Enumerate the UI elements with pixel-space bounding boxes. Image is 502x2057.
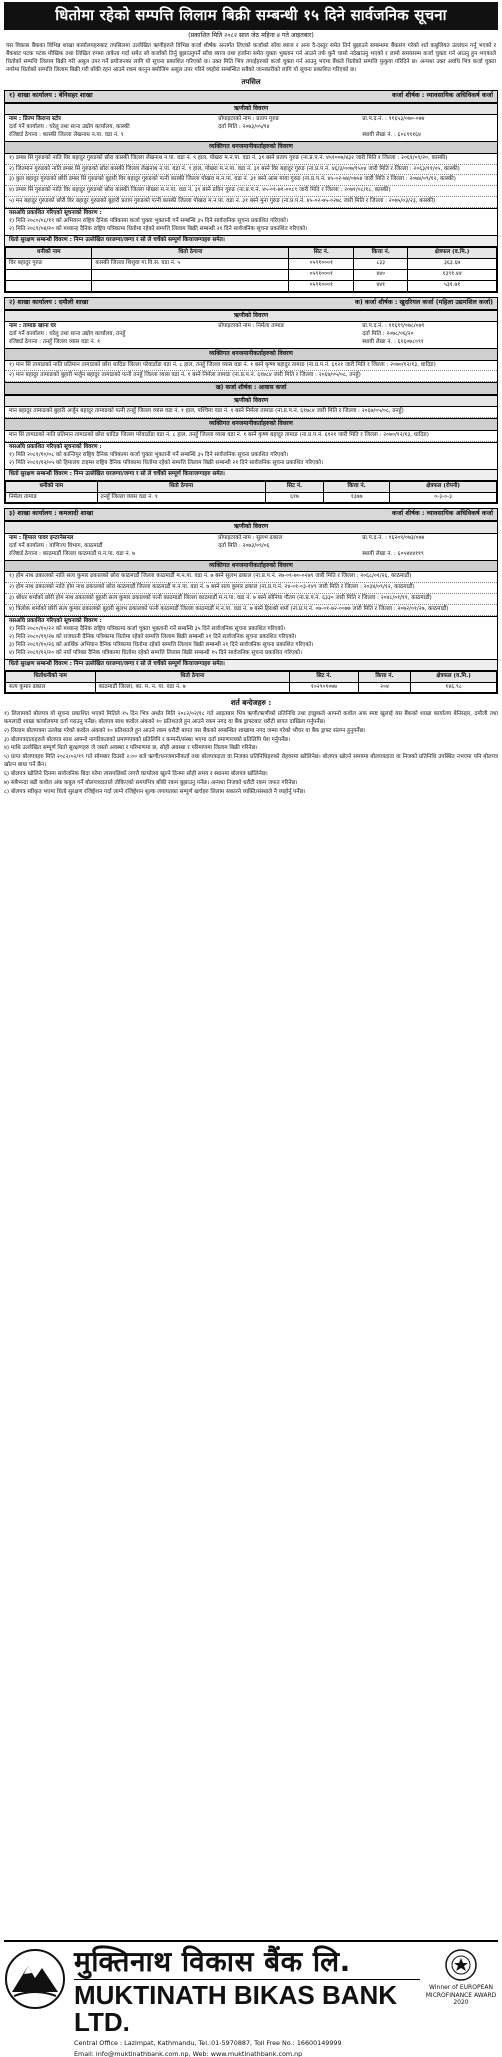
branch-header [5,509,497,521]
collateral-cell [6,280,92,291]
collateral-cell: सत्य कुमार ढकाल [6,682,96,693]
extra-loan-title: ख) कर्जा शीर्षक : आवास कर्जा [5,382,497,395]
loan-title: कर्जा शीर्षक : व्यावसायिक अधिविकर्ष कर्जा [391,510,493,518]
guarantor-heading: व्यक्तिगत धनजमानीकर्ताहरुको विवरण [5,560,497,573]
prior-notice-item: ४) मिति २०८१/१२/२० को नयाँ पत्रिका दैनिक पत्रिकामा धितोमा रहेको सम्पत्ति लिलाम बिक्री सम्बन्धी १५ दिने सार्वजनिक सूचना प्रकाशित गरिएको। [9,649,303,656]
borrower-field: रजिष्टर्ड ठेगाना : कास्की जिल्ला लेखनाथ न.पा. वडा नं. ९ [9,132,124,139]
collateral-column-header: धितोधनीको नाम [6,671,96,682]
collateral-cell: ०५९१०००१ [289,258,354,269]
borrower-field: प्रा.प.द.नं. : ११६९९/०७८/०७९ [362,323,425,330]
collateral-cell: ८३३ [354,258,408,269]
prior-notices-heading: यसअघि प्रकाशित गरिएको सूचनाको विवरण : [9,617,102,624]
guarantor-item: १) होम नाथ ढकालको नाति सत्य कुमार ढकालको छोरा काठमाडौं जिल्ला काठमाडौं म.न.पा. वडा नं. ७ बस्ने सुलभ ढकाल (ना.प्र.प.नं. २७-०१-७०-०२७९ जारी मिति र जिल्ला : २०६८/०१/२६, काठमाडौं) [5,572,497,583]
borrower-field [362,124,493,132]
borrower-field: नाम : तामाङ खाना घर [9,323,57,330]
collateral-cell: काठमाडौं जिल्ला, का. म. न. पा. वडा नं. ७ [95,682,289,693]
borrower-field: दर्ता गर्ने कार्यालय : घरेलु तथा साना उद्योग कार्यालय, तनहुँ [9,331,126,338]
prior-notice-item: ३) मिति २०८१/१०/२६ को आर्थिक अभियान दैनिक पत्रिकामा धितोमा रहेको सम्पत्ति लिलाम बिक्री सम्बन्धी २१ दिने सार्वजनिक सूचना प्रकाशित गरिएको। [9,641,314,648]
collateral-column-header: क्षेत्रफल (व.मि.) [408,248,497,259]
borrower-heading: ऋणीको विवरण [5,103,497,116]
collateral-column-header: कित्ता नं. [324,481,390,492]
award-badge [424,1948,498,2007]
collateral-cell: ५३१.७१ [408,280,497,291]
loan-title: कर्जा शीर्षक : व्यावसायिक अधिविकर्ष कर्जा [391,91,493,99]
bank-name-nepali: मुक्तिनाथ विकास बैंक लि. [74,1945,351,1978]
guarantor-heading: व्यक्तिगत धनजमानीकर्ताहरुको विवरण [5,141,497,154]
guarantor-item: २) होम नाथ ढकालको नाति होम नाथ ढकालको छोरा काठमाडौं जिल्ला काठमाडौं म.न.पा. वडा नं. ७ बस्ने सत्य कुमार ढकाल (ना.प्र.प.नं. २४-०१-०३-१४९ जारी मिति र जिल्ला : २०३४/०९/१२, काठमाडौं) [5,583,497,594]
branch-header [5,298,497,310]
borrower-heading: ऋणीको विवरण [5,521,497,534]
collateral-cell: ०५९१०००१ [289,280,354,291]
prior-notice-item: १) मिति २०८०/०८/१९ को अभियान राष्ट्रिय दैनिक पत्रिकामा कर्जा चुक्ता भुक्तानी गर्ने सम्बन्धि ३५ दिने सार्वजनिक सूचना प्रकाशित गरिएको। [9,218,289,225]
branch-office: २) शाखा कार्यालय : दमौली शाखा [9,298,89,306]
intro-paragraph: यस विकास बैंकका विभिन्न शाखा कार्यालयहरुबाट तपसिलमा उल्लेखित ऋणीहरुले विभिन्न कर्जा शीर्षक अन्तर्गत लिएको कर्जाको साँवा ब्याज र अन्य दै-दस्तुर समेत तिर्न बुझाउने सम्बन्धमा बैंकसंग गरेको शर्त कबुलियत उल्लंघन गर्नु भएको र बैंकबाट पटक पटक मौखिक तथा लिखित रुपमा ताकेता गर्दा समेत सो कर्जाको तिर्नु बुझाउनुपर्ने साँवा ब्याज तथा हर्जाना समेत चुक्ता भुक्तान गर्न आउने तर्फ कुनै चासो नदेखाउनु भएको र लामो समयसम्म कर्जा चुक्ता गर्न आउनु हुन भएकाले धितोको सम्पत्ति लिलाम बिक्री गरी असुल उपर गर्ने प्रयोजनका लागि यो सूचना प्रकाशित गरिएको छ। उक्त मिति भित्र तपाईहरुको कर्जा चुक्ता गर्न आउनु भएमा बैंकले धितोको सम्पत्ति फुकुवा गरिदिने छ। अन्यथा उक्त अवधि भित्र कर्जा चुक्ता नगरेमा धितोको सम्पत्ति लिलाम बिक्री गरी बाँकी रहन आउने रकम कानुन बमोजिम असुल उपर गरिने व्यहोरा सम्बन्धित सबैको जानकारीको लागि यो सूचना प्रकाशित गरिएको छ। [6,43,496,73]
collateral-cell: १३९१.४४ [408,269,497,280]
term-text: ६) बोलपत्र खोलिने दिनमा सार्वजनिक बिदा परेमा त्यसपछिको लगत्तै कार्यालय खुल्ने दिनमा सोही समय र स्थानमा बोलपत्र खोलिनेछ। [4,771,268,778]
schedule-heading: तपसिल [241,77,261,86]
collateral-cell: विर बहादुर गुरुङ [6,258,92,269]
bank-address: Central Office : Lazimpat, Kathmandu, Tel.:01-5970887, Toll Free No.: 16600149999 [74,2038,342,2047]
branch-box [4,508,498,694]
bank-contact: Email: info@muktinathbank.com.np, Web: www.muktinathbank.com.np [74,2049,303,2057]
collateral-column-header: धितो ठेगाना [97,481,265,492]
prior-notice-item: २) मिति २०८१/१२/०५ को हिमालय टाइम्स राष्ट्रिय दैनिक पत्रिकामा धितोमा रहेको सम्पत्ति लिलाम बिक्री सम्बन्धी २१ दिने सार्वजनिक सूचना प्रकाशित गरिएको। [9,459,324,466]
guarantor-item: १) डम्बर सिं गुरुङको नाति विर बहादुर गुरुङको छोरा कास्की जिल्ला लेखनाथ न.पा. वडा नं. ९ हाल, पोखरा म.न.पा. वडा नं. ३१ बस्ने प्रताप गुरुङ (ना.प्र.प.नं. ४५१००७/४३२ जारी मिति र जिल्ला : २०६१/०९/२०, कास्की) [5,154,497,165]
branch-box [4,297,498,505]
borrower-field [218,132,362,140]
collateral-heading: धितो सुरक्षण सम्बन्धी विवरण : निम्न उल्लेखित घरजग्गा/जग्गा र सो ले चर्चेको सम्पूर्ण कित्ताजग्गाहरु समेत। [5,236,497,247]
collateral-heading: धितो सुरक्षण सम्बन्धी विवरण : निम्न उल्लेखित घरजग्गा/जग्गा र सो ले चर्चेको सम्पूर्ण कित्ताजग्गाहरु समेत। [5,470,497,481]
collateral-header-row [6,481,497,492]
prior-notices [5,616,497,660]
collateral-cell: ०५९१०००१ [289,269,354,280]
term-text: ३) बोलपत्रदाताहरुले बोलपत्र साथ आफ्नो नागरिकताको प्रमाणपत्रको प्रतिलिपि र कम्पनी/संस्था भएमा दर्ता प्रमाणपत्रको प्रतिलिपि पेश गर्नुपर्नेछ। [4,736,291,743]
collateral-cell: १३७७ [324,492,390,503]
collateral-header-row [6,671,497,682]
collateral-row [6,492,497,503]
collateral-cell: ४४० [354,269,408,280]
guarantor-item: २) जितमान गुरुङको नाति डम्बर सिं गुरुङको छोरा कास्की जिल्ला लेखनाथ न.पा. वडा नं. ९ हाल, पोखरा म.न.पा. वडा नं. ३१ बस्ने विर बहादुर गुरुङ (ना.प्र.प.नं. ४६/३/००७/१५०४ जारी मिति र जिल्ला : २०६३/११/०५, कास्की) [5,165,497,176]
collateral-cell: तनहुँ जिल्ला व्यास वडा नं. १ [97,492,265,503]
collateral-column-header: धितो ठेगाना [95,671,289,682]
guarantor-item: ४) त्रिलोक शर्माको छोरी सत्य कुमार ढकालको बुहारी सुलभ ढकालको पत्नी काठमाडौं जिल्ला काठमाडौं म.न.पा. वडा नं. ७ बस्ने हिराश्री शर्मा (ना.प्र.प.नं. ०७-०१-७२-००७७ जारी मिति र जिल्ला : २०७२/०१/२७, काठमाडौं) [5,605,497,616]
borrower-field: प्रोपाइटरको नाम : सुलभ ढकाल [218,534,283,541]
award-icon [444,1948,478,1982]
guarantor-item: २) मान बहादुर तामाङको बुहारी भर्जुन बहादुर तामाङको पत्नी तनहुँ जिल्ला व्यास वडा नं. १ बस्ने निर्मला तामाङ (ना.प्र.प.नं. ६१७८४ जारी मिति र जिल्ला : २०६७/०५/०८, तनहुँ) [5,371,497,382]
guarantor-item: ५) मन बहादुर गुरुङको छोरी विर बहादुर गुरुङको बुहारी प्रताप गुरुङको पत्नी कास्की जिल्ला पोखरा म.न.पा. वडा नं. ३१ बस्ने मुना गुरुङ (ना.प्र.प.नं. ४५-०२-७५-०२७८ जारी मिति र जिल्ला : २०७५/०३/२३, कास्की) [5,197,497,208]
borrower-field [218,331,362,339]
term-item [4,745,498,753]
collateral-cell [6,269,92,280]
borrower-field: दर्ता गर्ने कार्यालय : घरेलु तथा साना उद्योग कार्यालय, कास्की [9,124,130,131]
collateral-row [6,280,497,291]
borrower-field: स्थायी लेखा नं. : ६०८९९१६४ [362,132,421,139]
borrower-details [5,322,497,348]
collateral-cell: निर्मला तामाङ [6,492,98,503]
bank-logo-icon [4,1948,66,2010]
borrower-field: दर्ता मिति : २०७३/०५/१४ [218,124,270,131]
prior-notices-heading: यसअघि प्रकाशित गरिएको सूचनाको विवरण : [9,443,102,450]
prior-notices [5,442,497,470]
branch-box [4,90,498,293]
term-item [4,737,498,745]
collateral-column-header: कित्ता नं. [358,671,410,682]
prior-notice-item: १) मिति २०८०/१०/२२ को मध्यान्ह दैनिक राष्ट्रिय पत्रिकामा कर्जा चुक्ता भुक्तानी गर्ने सम्बन्धि ३५ दिने सार्वजनिक सूचना प्रकाशित गरिएको। [9,625,286,632]
collateral-row [6,682,497,693]
term-text: ८) बोलपत्र स्वीकृत भएमा धितो सुरक्षण रजिष्ट्रेशन गर्दा लाग्ने रजिष्ट्रेशन शुल्क लगायतका सम्पूर्ण खर्चहरु लिलाम सकारने व्यक्ति/संस्थाले नै व्यहोर्नु पर्नेछ। [4,789,306,796]
term-text: ४) माथि उल्लेखित सम्पूर्ण धितो सुरक्षणहरु जे जस्तो अवस्था र परिमाणमा छ, सोही अवस्था र परिमाणमा लिलाम बिक्री गरिनेछ। [4,745,258,752]
borrower-field: रजिष्टर्ड ठेगाना : तनहुँ जिल्ला व्यास वडा नं. १ [9,339,101,346]
borrower-field: नाम : हिमाल पावर इन्टरनेसनल [9,534,74,541]
collateral-column-header: क्षेत्रफल (रोपनी) [390,481,497,492]
collateral-column-header: सिट नं. [289,248,354,259]
prior-notice-item: १) मिति २०८१/१०/०८ को कान्तिपुर राष्ट्रिय दैनिक पत्रिकामा कर्जा चुक्ता भुक्तानी गर्ने सम्बन्धि ३५ दिने सार्वजनिक सूचना प्रकाशित गरिएको। [9,451,289,458]
collateral-table [5,671,497,694]
borrower-field: प्रा.प.द.नं. : १६२०९/०७३/०७४ [362,534,425,541]
extra-borrower-text: मान बहादुर तामाङको बुहारी अर्जुन बहादुर तामाङको पत्नी तनहुँ जिल्ला व्यास वडा नं. १ हाल, पश्चिमा वडा नं. १ बस्ने निर्मला तामाङ (ना.प्र.प.नं. ६१७८४ जारी मिति र जिल्ला : २०६७/०५/०८, तनहुँ) [5,407,497,418]
loan-title: क) कर्जा शीर्षक : खुदरियल कर्जा (महिला उद्यमशिल कर्जा) [355,298,493,306]
borrower-details [5,115,497,141]
borrower-field: प्रोपाइटरको नाम : प्रताप गुरुङ [218,116,280,123]
collateral-column-header: क्षेत्रफल (व.मि.) [411,671,497,682]
collateral-column-header: सिट नं. [265,481,323,492]
borrower-field: रजिष्टर्ड ठेगाना : काठमाडौं जिल्ला काठमाडौं म.न.पा. वडा नं. ७ [9,550,136,557]
collateral-column-header: सिट नं. [290,671,359,682]
guarantor-heading: व्यक्तिगत धनजमानीकर्ताहरुको विवरण [5,348,497,361]
collateral-cell: २०४ [358,682,410,693]
term-text: २) लिलाम बोलपत्रमा उल्लेख गरेको कवोल अंकको १० प्रतिशतले हुन आउने रकम धरौटी बापत यस बैंकको सम्बन्धित शाखामा नगद जम्मा गरेको भौचर वा बैंक ड्राफ्ट संलग्न हुनुपर्नेछ। [4,727,366,734]
term-item [4,728,498,736]
prior-notices [5,208,497,236]
borrower-field: स्थायी लेखा नं. : ६१६०७८०९१ [362,339,424,346]
borrower-field: स्थायी लेखा नं. : ६०५४४४११९ [362,550,424,557]
collateral-row [6,258,497,269]
term-item [4,771,498,779]
award-text: Winner of EUROPEAN MICROFINANCE AWARD 2020 [425,1984,497,2006]
guarantor-item: ३) कुल बहादुर गुरुङको छोरी डम्बर सिं गुरुङको बुहारी विर बहादुर गुरुङको पत्नी कास्की जिल्ला पोखरा म.न.पा. वडा नं. ३१ बस्ने आस माया गुरुङ (ना.प्र.प.नं. ४५-०२-७४/०७५४ जारी मिति र जिल्ला : २०७४/०९/१२, कास्की) [5,175,497,186]
borrower-field: दर्ता मिति : २०७३/०९/०६ [218,542,270,549]
branch-header [5,91,497,103]
borrower-field [362,543,493,551]
collateral-cell: १०२९०१०७७ [290,682,359,693]
bank-name-english: MUKTINATH BIKAS BANK LTD. [74,1979,420,2037]
term-item [4,789,498,797]
term-item [4,780,498,788]
collateral-column-header: धनीको नाम [6,248,92,259]
terms-title: शर्त बन्देजहरु : [230,698,272,708]
collateral-heading: धितो सुरक्षण सम्बन्धी विवरण : निम्न उल्लेखित घरजग्गा/जग्गा र सो ले चर्चेको सम्पूर्ण कित्ताजग्गाहरु समेत। [5,660,497,671]
guarantor-item: १) मान सिं तामाङको नाति प्रतिमान तामाङको छोरा धादिङ जिल्ला परेवाडाँडा वडा नं. ८ हाल, तनहुँ जिल्ला व्यास वडा नं. १ बस्ने कृष्ण बहादुर तामाङ (ना.प्र.प.नं. ६१२१ जारी मिति र जिल्ला : २०७०/१२/१३, धादिङ) [5,361,497,372]
collateral-cell [92,280,289,291]
extra-guarantor-heading: व्यक्तिगत धनजमानीकर्ताहरुको विवरण [5,418,497,431]
collateral-table [5,481,497,504]
terms-list [4,711,498,797]
collateral-cell: १४६.९८ [411,682,497,693]
prior-notice-item: २) मिति २०८०/११/२७ को राजधानी दैनिक पत्रिकामा धितोमा रहेको सम्पत्ति लिलाम बिक्री सम्बन्धी २१ दिने सार्वजनिक सूचना प्रकाशित गरिएको। [9,633,297,640]
publication-date: (प्रकाशित मिति २०८२ साल जेठ महिना ४ गते आइतबार) [188,32,314,40]
collateral-column-header: धितो ठेगाना [92,248,289,259]
collateral-cell: कास्की जिल्ला शिशुवा गा.वि.स. वडा नं. ५ [92,258,289,269]
collateral-cell: ३६३.६७ [408,258,497,269]
notice-title: धितोमा रहेको सम्पत्ति लिलाम बिक्री सम्बन्धी १५ दिने सार्वजनिक सूचना [4,2,498,30]
collateral-header-row [6,248,497,259]
collateral-cell: ०-३-०-३ [390,492,497,503]
borrower-field: दर्ता मिति : २०७८/०६/२० [362,331,414,338]
bank-footer [4,1940,498,2055]
borrower-field: प्रा.प.द.नं. : ९१६५३/०७०-०७४ [362,116,425,123]
term-text: ५) प्राप्त बोलपत्रहरु मिति २०८२/०२/१९ गते सोमबार दिउसो २:०० बजे ऋणी/धनजमानीकर्ता तथा बोलपत्रदाता वा निजका प्रतिनिधिहरुको रोहवरमा खोलिनेछ। बोलपत्र खोल्ने समयमा बोलपत्रदाता वा निजको प्रतिनिधि उपस्थित नभएमा पनि बोलपत्र खोल्न बाधा पर्ने छैन। [4,754,498,769]
borrower-field: नाम : प्रिज्म किराना स्टोर [9,116,61,123]
branch-office: १) शाखा कार्यालय : बेनिसहर शाखा [9,91,93,99]
guarantor-item: ३) श्रीधर शर्माको छोरी होम नाथ ढकालको बुहारी सत्य कुमार ढकालको पत्नी काठमाडौं जिल्ला काठमाडौं म.न.पा. वडा नं. ७ बस्ने सोनिया गौतम (ना.प्र.प.नं. ६३३० जारी मिति र जिल्ला : २०४८/०१/११, काठमाडौं) [5,594,497,605]
term-item [4,711,498,727]
borrower-field [218,339,362,347]
collateral-column-header: धनीको नाम [6,481,98,492]
branch-office: ३) शाखा कार्यालय : कमलादी शाखा [9,510,94,518]
term-text: १) लिलामको बोलपत्र यो सूचना प्रकाशित भएको मितिले १५ दिन भित्र अर्थात मिति २०८२/०२/१८ गते आइतबार भित्र ऋणी/ऋणीको प्रतिनिधि तथा इच्छुकले आफ्नो कवोल अंक स्पष्ट खुलाई यस बैंकको शाखा कार्यालय बेनिसहर, दमौली तथा कमलादी शाखा कार्यालयमा दर्ता गराउनु पर्नेछ। बोलपत्र साथ कवोल अंकको १० प्रतिशतले हुन आउने रकम नगद वा बैंक ड्राफ्टबाट धरौटी बापत दाखिला गर्नुपर्नेछ। [4,710,498,725]
collateral-table [5,247,497,292]
extra-guarantor-text: मान सिं तामाङको नाति प्रतिमान तामाङको छोरा धादिङ जिल्ला परेवाडाँडा वडा नं. ८ हाल, तनहुँ जिल्ला व्यास वडा नं. १ बस्ने कृष्ण बहादुर तामाङ (ना.प्र.प.नं. ६१२१ जारी मिति र जिल्ला : २०७०/१२/१३, धादिङ) [5,431,497,442]
collateral-cell: ४४१ [354,280,408,291]
terms-section [4,698,498,797]
collateral-cell: ६१७ [265,492,323,503]
branch-list [4,90,498,695]
bank-brand [74,1945,420,2057]
borrower-heading: ऋणीको विवरण [5,310,497,323]
term-text: ७) सबैभन्दा बढी कवोल अंक कबुल गर्ने बोलपत्रदाताले तोकिएको समयभित्र बाँकी रकम बुझाउनु पर्नेछ। अन्यथा निजको धरौटी रकम जफत गरिनेछ। [4,780,298,787]
prior-notice-item: २) मिति २०८१/०४/२० को मध्यान्ह दैनिक राष्ट्रिय पत्रिकामा धितोमा रहेको सम्पत्ति लिलाम बिक्री सम्बन्धी २१ दिने सार्वजनिक सूचना प्रकाशित गरिएको। [9,226,308,233]
extra-borrower-heading: ऋणीको विवरण [5,395,497,408]
prior-notices-heading: यसअघि प्रकाशित गरिएको सूचनाको विवरण : [9,210,102,217]
borrower-field [218,551,362,559]
guarantor-item: ४) डम्बर सिं गुरुङको नाति विर बहादुर गुरुङको छोरा कास्की जिल्ला पोखरा म.न.पा. वडा नं. ३१ बस्ने प्रविन गुरुङ (ना.प्र.प.नं. ४५-०१-७१-००८९ जारी मिति र जिल्ला : २०७१/०८/१८, कास्की) [5,186,497,197]
collateral-cell [92,269,289,280]
collateral-column-header: कित्ता नं. [354,248,408,259]
borrower-details [5,534,497,560]
borrower-field: दर्ता गर्ने कार्यालय : वाणिज्य विभाग, काठमाडौं [9,542,103,549]
collateral-row [6,269,497,280]
borrower-field: प्रोपाइटरको नाम : निर्मला तामाङ [218,323,285,330]
term-item [4,754,498,770]
